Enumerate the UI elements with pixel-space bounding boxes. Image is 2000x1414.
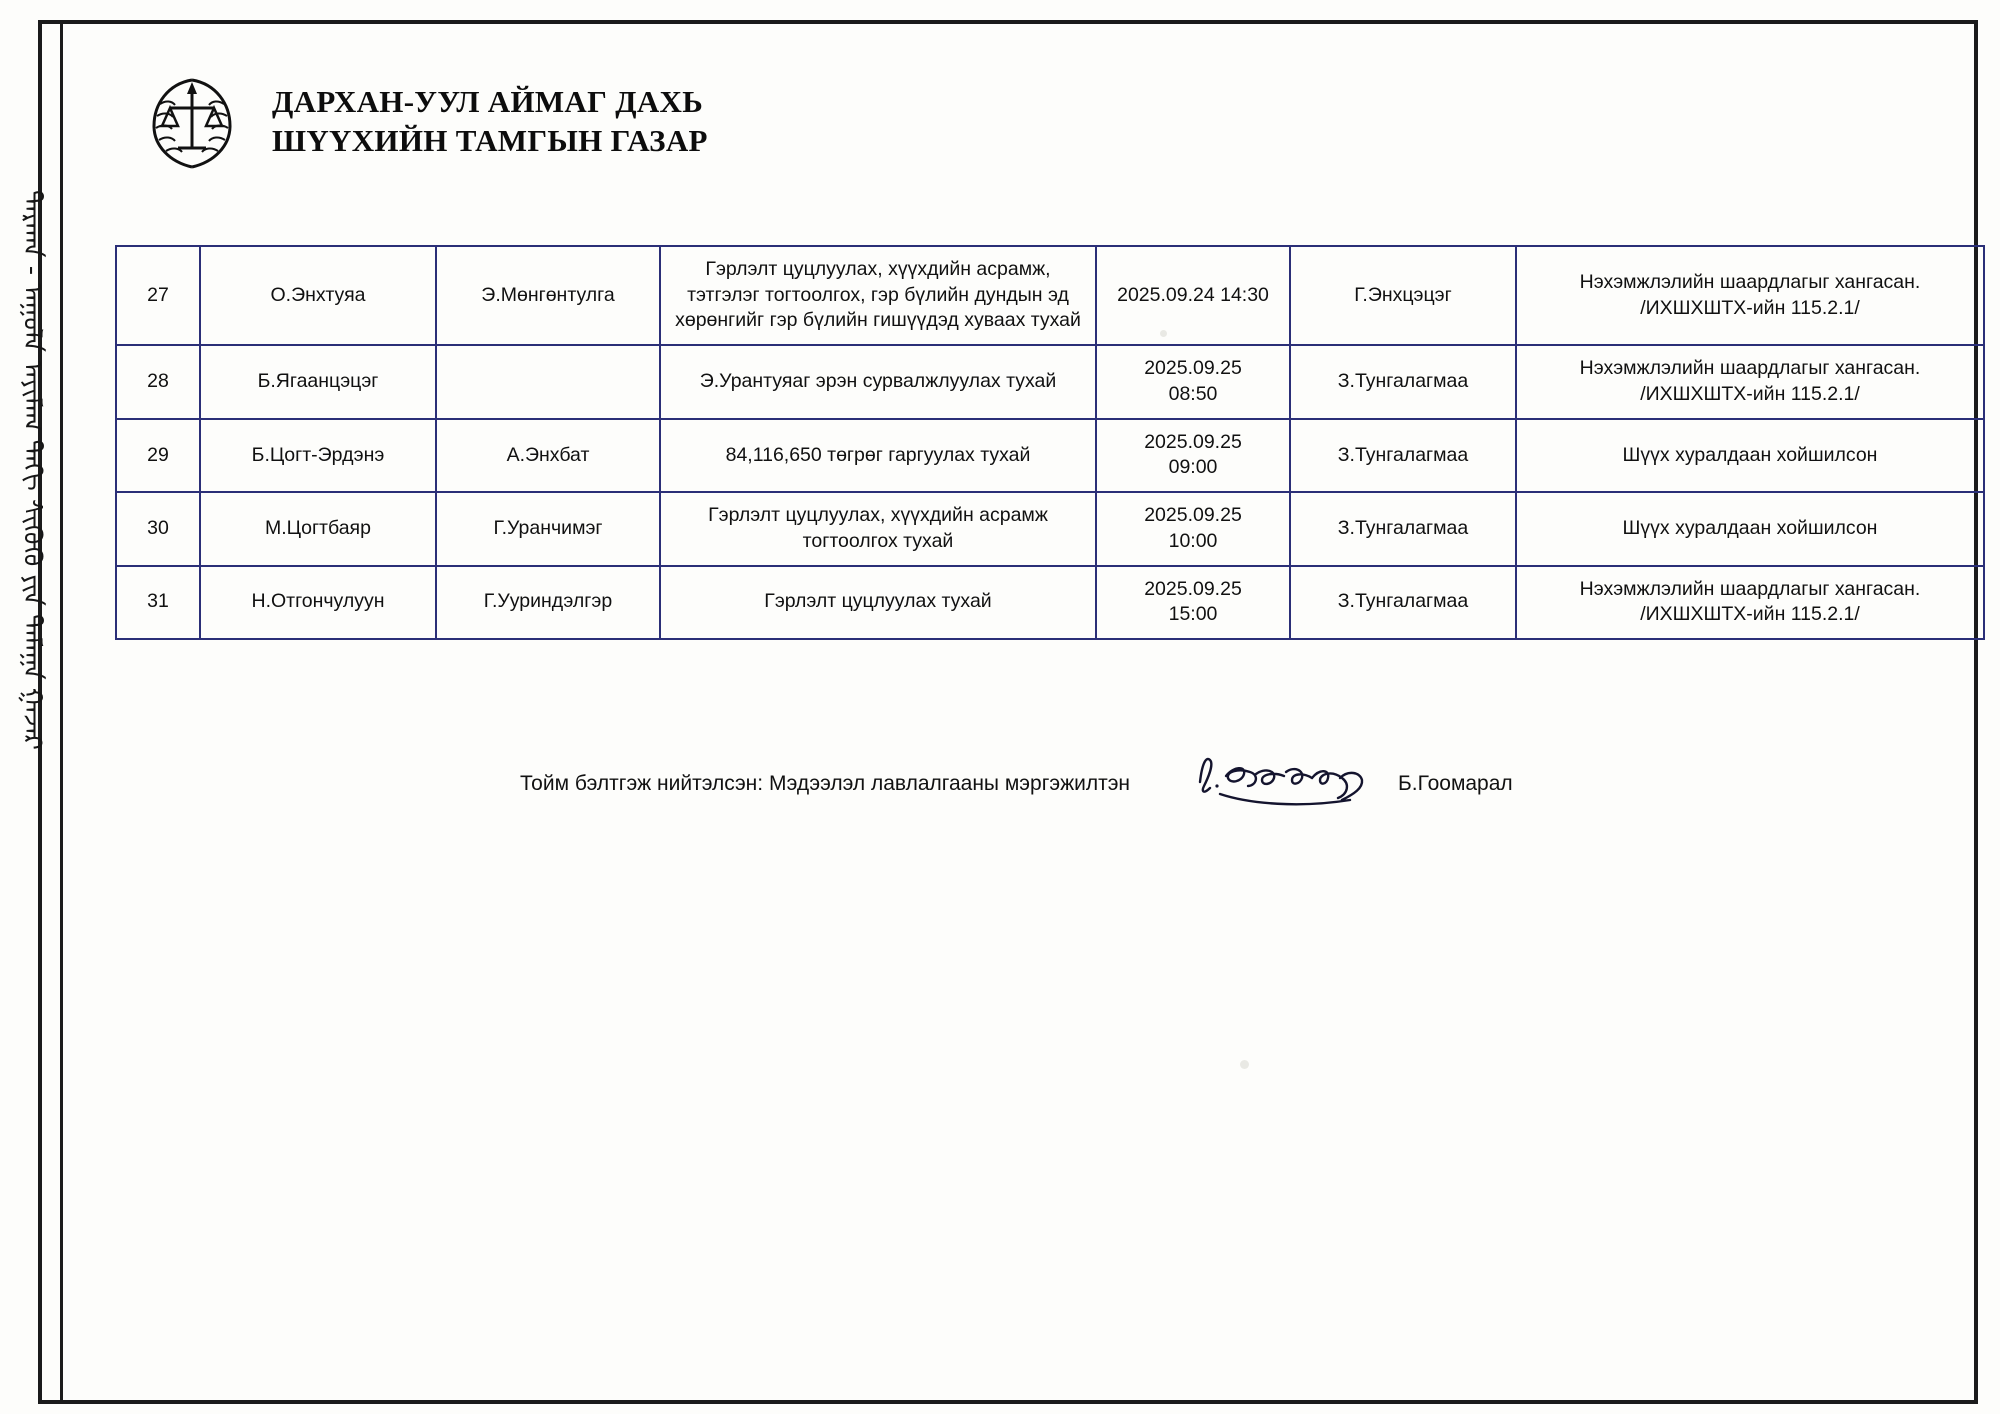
- cell-judge: З.Тунгалагмаа: [1290, 419, 1516, 492]
- cell-datetime: 2025.09.24 14:30: [1096, 246, 1290, 345]
- cell-plaintiff: О.Энхтуяа: [200, 246, 436, 345]
- cell-result: Нэхэмжлэлийн шаардлагыг хангасан. /ИХШХШТХ-ийн 115.2.1/: [1516, 345, 1984, 418]
- cell-no: 27: [116, 246, 200, 345]
- table-row: [116, 566, 1984, 639]
- cell-no: 30: [116, 492, 200, 565]
- cell-judge: З.Тунгалагмаа: [1290, 345, 1516, 418]
- scan-speck: [1160, 330, 1167, 337]
- scan-speck: [1240, 1060, 1249, 1069]
- cell-defendant: Э.Мөнгөнтулга: [436, 246, 660, 345]
- cell-result: Шүүх хуралдаан хойшилсон: [1516, 492, 1984, 565]
- cell-no: 31: [116, 566, 200, 639]
- cell-subject: Э.Урантуяаг эрэн сурвалжлуулах тухай: [660, 345, 1096, 418]
- cell-no: 29: [116, 419, 200, 492]
- cell-result: Нэхэмжлэлийн шаардлагыг хангасан. /ИХШХШТХ-ийн 115.2.1/: [1516, 246, 1984, 345]
- cell-datetime: 2025.09.25 10:00: [1096, 492, 1290, 565]
- cell-plaintiff: Н.Отгончулуун: [200, 566, 436, 639]
- cell-subject: Гэрлэлт цуцлуулах, хүүхдийн асрамж, тэтгэлэг тогтоолгох, гэр бүлийн дундын эд хөрөнгийг гэр бүлийн гишүүдэд хуваах тухай: [660, 246, 1096, 345]
- cell-defendant: Г.Ууриндэлгэр: [436, 566, 660, 639]
- handwritten-signature: [1190, 742, 1380, 812]
- cell-defendant: [436, 345, 660, 418]
- table-row: [116, 492, 1984, 565]
- cell-subject: Гэрлэлт цуцлуулах, хүүхдийн асрамж тогтоолгох тухай: [660, 492, 1096, 565]
- cell-subject: 84,116,650 төгрөг гаргуулах тухай: [660, 419, 1096, 492]
- schedule-table: [115, 245, 1985, 640]
- cell-defendant: Г.Уранчимэг: [436, 492, 660, 565]
- cell-plaintiff: М.Цогтбаяр: [200, 492, 436, 565]
- cell-result: Нэхэмжлэлийн шаардлагыг хангасан. /ИХШХШТХ-ийн 115.2.1/: [1516, 566, 1984, 639]
- cell-no: 28: [116, 345, 200, 418]
- court-emblem-icon: [140, 70, 244, 174]
- cell-datetime: 2025.09.25 08:50: [1096, 345, 1290, 418]
- cell-subject: Гэрлэлт цуцлуулах тухай: [660, 566, 1096, 639]
- signer-name: Б.Гоомарал: [1398, 772, 1513, 795]
- cell-judge: Г.Энхцэцэг: [1290, 246, 1516, 345]
- page-border-top: [38, 20, 1978, 24]
- document-header: [140, 70, 708, 174]
- org-title-line-2: ШҮҮХИЙН ТАМГЫН ГАЗАР: [272, 123, 708, 158]
- cell-defendant: А.Энхбат: [436, 419, 660, 492]
- organization-title: [272, 83, 708, 161]
- mongolian-vertical-script: ᠳᠠᠷᠬᠠᠨ - ᠠᠭᠤᠯᠠ ᠠᠶᠢᠮᠠᠭ ᠳᠠᠬᠢ ᠰᠢᠭᠦᠬᠦ ᠶᠢᠨ ᠲᠠᠮᠠᠭᠠ ᠭᠠᠵᠠᠷ: [16, 190, 47, 750]
- cell-judge: З.Тунгалагмаа: [1290, 492, 1516, 565]
- table-row: [116, 419, 1984, 492]
- org-title-line-1: ДАРХАН-УУЛ АЙМАГ ДАХЬ: [272, 84, 703, 120]
- cell-plaintiff: Б.Цогт-Эрдэнэ: [200, 419, 436, 492]
- table-row: [116, 345, 1984, 418]
- cell-judge: З.Тунгалагмаа: [1290, 566, 1516, 639]
- cell-result: Шүүх хуралдаан хойшилсон: [1516, 419, 1984, 492]
- page-border-bottom: [38, 1400, 1978, 1404]
- table-row: [116, 246, 1984, 345]
- cell-datetime: 2025.09.25 09:00: [1096, 419, 1290, 492]
- prepared-by-label: Тойм бэлтгэж нийтэлсэн: Мэдээлэл лавлалгааны мэргэжилтэн: [520, 772, 1131, 795]
- table-body: [116, 246, 1984, 639]
- schedule-table-wrap: [115, 245, 1921, 640]
- cell-datetime: 2025.09.25 15:00: [1096, 566, 1290, 639]
- page-border-right: [1974, 20, 1978, 1404]
- cell-plaintiff: Б.Ягаанцэцэг: [200, 345, 436, 418]
